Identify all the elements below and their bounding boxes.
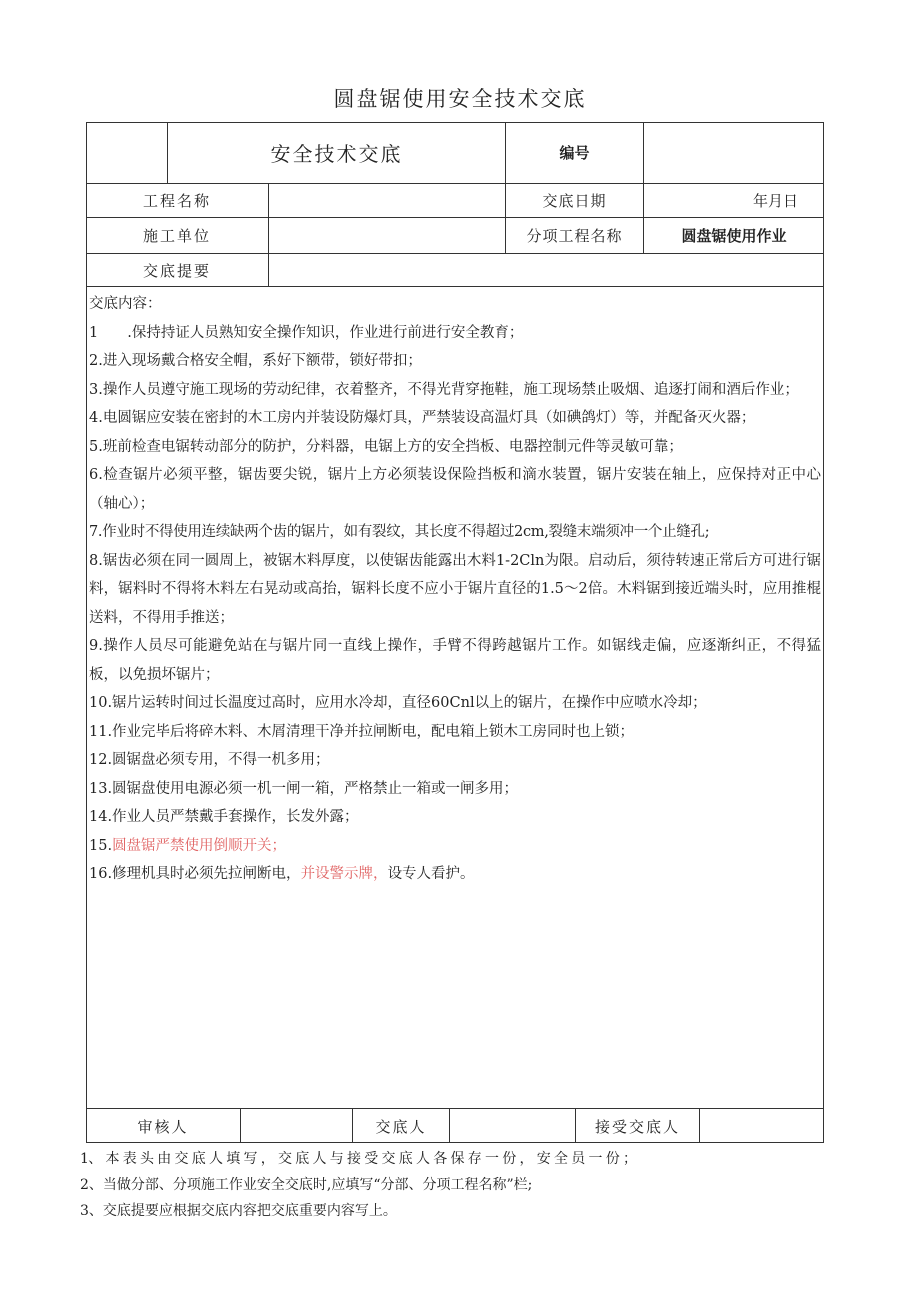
project-name-label: 工程名称 — [142, 192, 211, 210]
sub-project-value[interactable]: 圆盘锯使用作业 — [681, 227, 787, 245]
project-name-value[interactable] — [269, 184, 505, 217]
footnotes — [80, 1146, 824, 1224]
date-label: 交底日期 — [542, 192, 607, 210]
number-label: 编号 — [559, 144, 590, 162]
footnote: 1、 本 表 头 由 交 底 人 填 写 ， 交 底 人 与 接 受 交 底 人 各 保 存 一 份 ， 安 全 员 一 份 ； — [80, 1151, 637, 1167]
content-item-16 — [89, 860, 821, 889]
content-item: 1 .保持持证人员熟知安全操作知识，作业进行前进行安全教育； — [89, 324, 524, 341]
content-item: 12.圆锯盘必须专用，不得一机多用； — [89, 752, 330, 768]
sub-project-label: 分项工程名称 — [526, 227, 623, 245]
item-number: 15. — [89, 837, 113, 854]
content-item: 14.作业人员严禁戴手套操作，长发外露； — [89, 809, 359, 825]
reviewer-label: 审核人 — [137, 1117, 189, 1136]
summary-label: 交底提要 — [142, 261, 211, 280]
discloser-signature[interactable] — [450, 1109, 575, 1143]
content-item: 11.作业完毕后将碎木料、木屑清理干净并拉闸断电，配电箱上锁木工房同时也上锁； — [89, 723, 635, 740]
warning-text: 并设警示牌， — [300, 866, 388, 882]
content-heading: 交底内容： — [89, 296, 162, 312]
form-title: 安全技术交底 — [270, 142, 403, 166]
content-item: 2.进入现场戴合格安全帽，系好下额带，锁好带扣； — [89, 353, 422, 369]
receiver-signature[interactable] — [700, 1109, 824, 1143]
item-text: 设专人看护。 — [387, 866, 475, 882]
content-item: 4.电圆锯应安装在密封的木工房内并装设防爆灯具，严禁装设高温灯具（如碘鸽灯）等，并配备灭火器； — [89, 410, 756, 426]
construction-unit-label: 施工单位 — [142, 227, 211, 245]
receiver-label: 接受交底人 — [594, 1117, 680, 1136]
content-item: 7.作业时不得使用连续缺两个齿的锯片，如有裂纹，其长度不得超过2cm,裂缝末端须冲一个止缝孔; — [89, 524, 710, 540]
warning-text: 圆盘锯严禁使用倒顺开关； — [112, 837, 287, 854]
date-value[interactable]: 年月日 — [752, 192, 798, 210]
content-item-15 — [89, 832, 821, 861]
row-divider — [86, 286, 824, 287]
footnote: 2、当做分部、分项施工作业安全交底时,应填写“分部、分项工程名称”栏; — [80, 1177, 533, 1193]
disclosure-content — [89, 290, 821, 889]
reviewer-signature[interactable] — [241, 1109, 352, 1143]
summary-value[interactable] — [269, 254, 824, 286]
item-text: 16.修理机具时必须先拉闸断电， — [89, 866, 301, 882]
content-item: 3.操作人员遵守施工现场的劳动纪律，衣着整齐，不得光背穿拖鞋，施工现场禁止吸烟、追逐打闹和酒后作业； — [89, 381, 799, 398]
content-item: 10.锯片运转时间过长温度过高时，应用水冷却，直径60Cnl以上的锯片，在操作中应喷水冷却； — [89, 695, 707, 711]
content-item: 6.检查锯片必须平整，锯齿要尖锐，锯片上方必须装设保险挡板和滴水装置，锯片安装在轴上，应保持对正中心（轴心）； — [89, 467, 821, 512]
footnote: 3、交底提要应根据交底内容把交底重要内容写上。 — [80, 1203, 397, 1219]
construction-unit-value[interactable] — [269, 218, 505, 253]
content-item: 9.操作人员尽可能避免站在与锯片同一直线上操作，手臂不得跨越锯片工作。如锯线走偏，应逐渐纠正，不得猛板，以免损坏锯片； — [89, 638, 821, 683]
content-item: 8.锯齿必须在同一圆周上，被锯木料厚度，以使锯齿能露出木料1-2Cln为限。启动后，须待转速正常后方可进行锯料，锯料时不得将木料左右晃动或高抬，锯料长度不应小于锯片直径的1.5～2倍。木料锯到接近端头时，应用推棍送料，不得用手推送； — [89, 552, 821, 626]
discloser-label: 交底人 — [375, 1117, 427, 1136]
content-item: 13.圆锯盘使用电源必须一机一闸一箱，严格禁止一箱或一闸多用； — [89, 780, 519, 797]
content-item: 5.班前检查电锯转动部分的防护，分料器，电锯上方的安全挡板、电器控制元件等灵敏可靠； — [89, 438, 683, 455]
number-value[interactable] — [644, 122, 824, 183]
document-title: 圆盘锯使用安全技术交底 — [333, 87, 587, 111]
